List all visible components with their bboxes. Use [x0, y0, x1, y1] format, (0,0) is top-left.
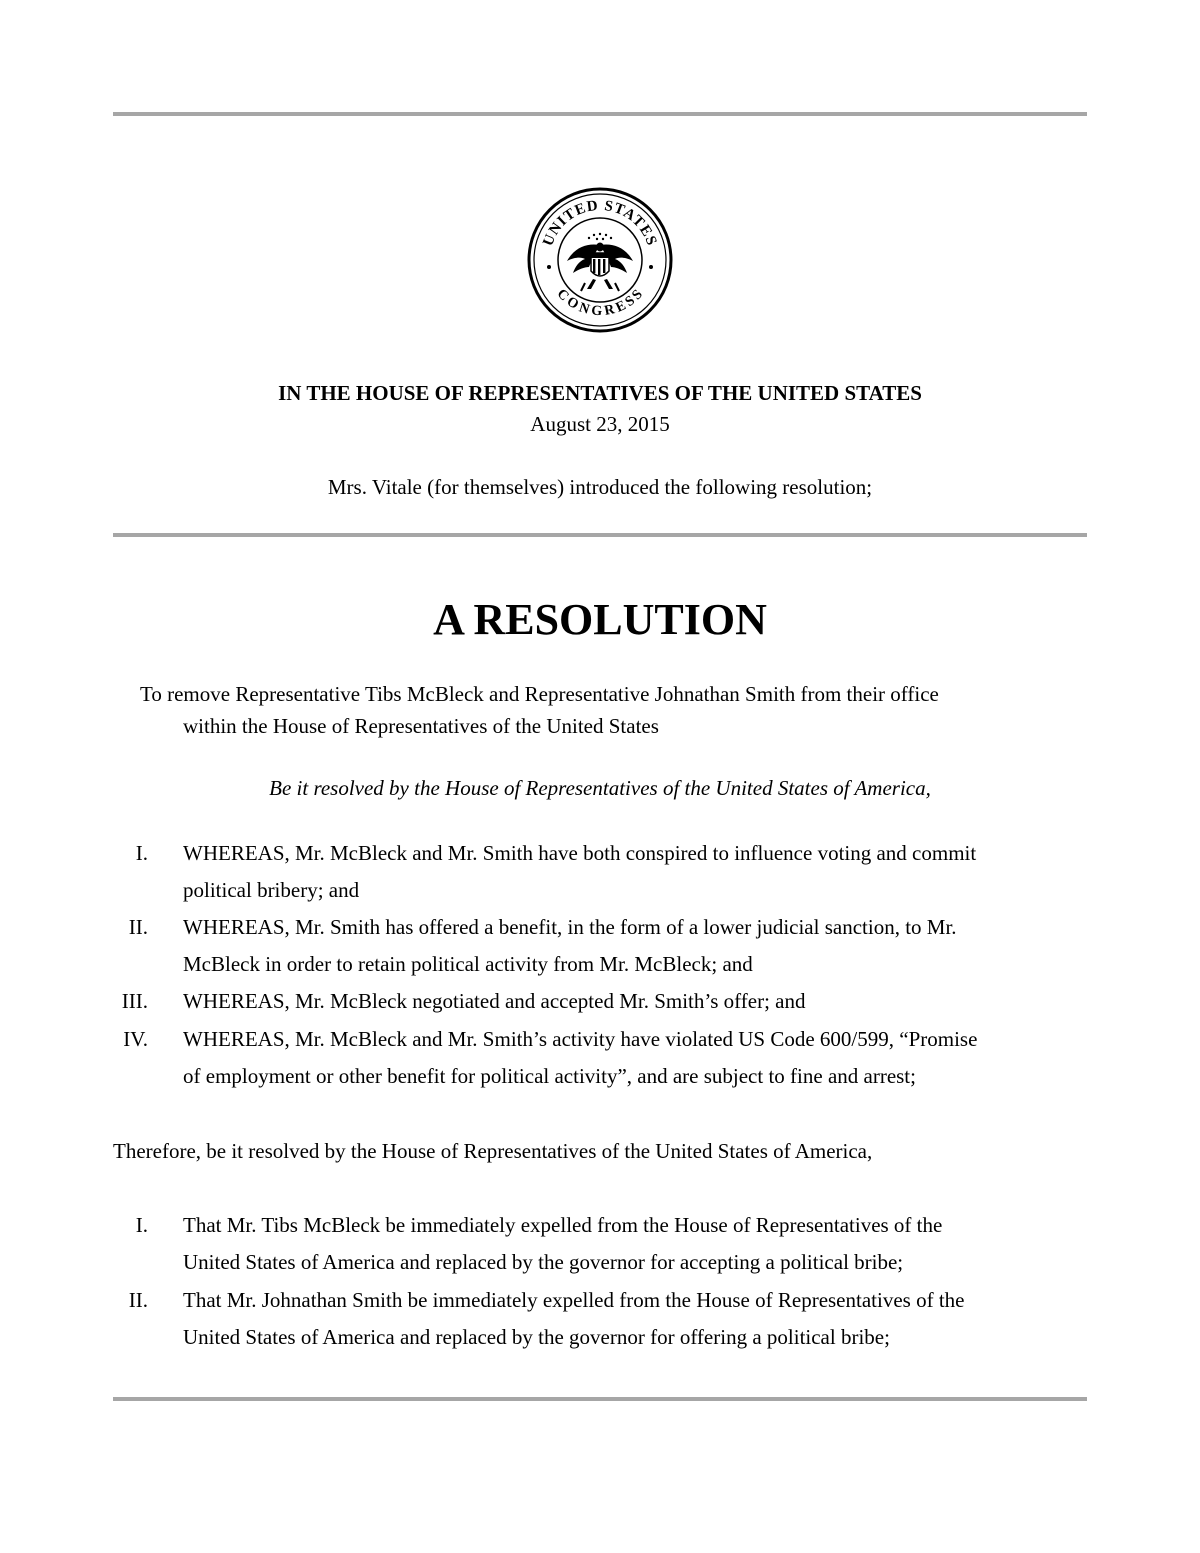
- resolved-intro: Be it resolved by the House of Representatives of the United States of America,: [269, 776, 931, 800]
- purpose-line-1: To remove Representative Tibs McBleck and Representative Johnathan Smith from their office: [140, 682, 939, 706]
- introduced-by-line: Mrs. Vitale (for themselves) introduced the following resolution;: [327, 475, 873, 499]
- seal-top-text: UNITED STATES: [540, 197, 660, 249]
- item-numeral: I.: [135, 841, 148, 865]
- item-line: of employment or other benefit for political activity”, and are subject to fine and arrest;: [183, 1064, 916, 1088]
- house-heading: IN THE HOUSE OF REPRESENTATIVES OF THE UNITED STATES: [278, 381, 922, 405]
- resolution-date: August 23, 2015: [530, 412, 670, 436]
- middle-divider: [113, 533, 1087, 537]
- bottom-divider: [113, 1397, 1087, 1401]
- item-numeral: IV.: [123, 1027, 148, 1051]
- item-line: WHEREAS, Mr. Smith has offered a benefit, in the form of a lower judicial sanction, to Mr.: [183, 915, 957, 939]
- purpose-line-2: within the House of Representatives of the United States: [183, 714, 659, 738]
- seal-bottom-text: CONGRESS: [553, 286, 647, 320]
- item-line: United States of America and replaced by the governor for offering a political bribe;: [183, 1325, 890, 1349]
- item-line: That Mr. Tibs McBleck be immediately expelled from the House of Representatives of the: [183, 1213, 943, 1237]
- congress-seal: [527, 187, 673, 333]
- item-line: McBleck in order to retain political activity from Mr. McBleck; and: [183, 952, 753, 976]
- item-line: United States of America and replaced by the governor for accepting a political bribe;: [183, 1250, 904, 1274]
- item-line: WHEREAS, Mr. McBleck negotiated and accepted Mr. Smith’s offer; and: [183, 989, 806, 1013]
- item-line: WHEREAS, Mr. McBleck and Mr. Smith have both conspired to influence voting and commit: [183, 841, 977, 865]
- therefore-clause: Therefore, be it resolved by the House of Representatives of the United States of America,: [113, 1139, 873, 1163]
- item-line: political bribery; and: [183, 878, 360, 902]
- top-divider: [113, 112, 1087, 116]
- item-numeral: III.: [121, 989, 148, 1013]
- item-line: That Mr. Johnathan Smith be immediately expelled from the House of Representatives of the: [183, 1288, 965, 1312]
- item-numeral: II.: [128, 915, 148, 939]
- item-numeral: II.: [128, 1288, 148, 1312]
- item-line: WHEREAS, Mr. McBleck and Mr. Smith’s activity have violated US Code 600/599, “Promise: [183, 1027, 978, 1051]
- item-numeral: I.: [135, 1213, 148, 1237]
- document-title: A RESOLUTION: [433, 595, 767, 644]
